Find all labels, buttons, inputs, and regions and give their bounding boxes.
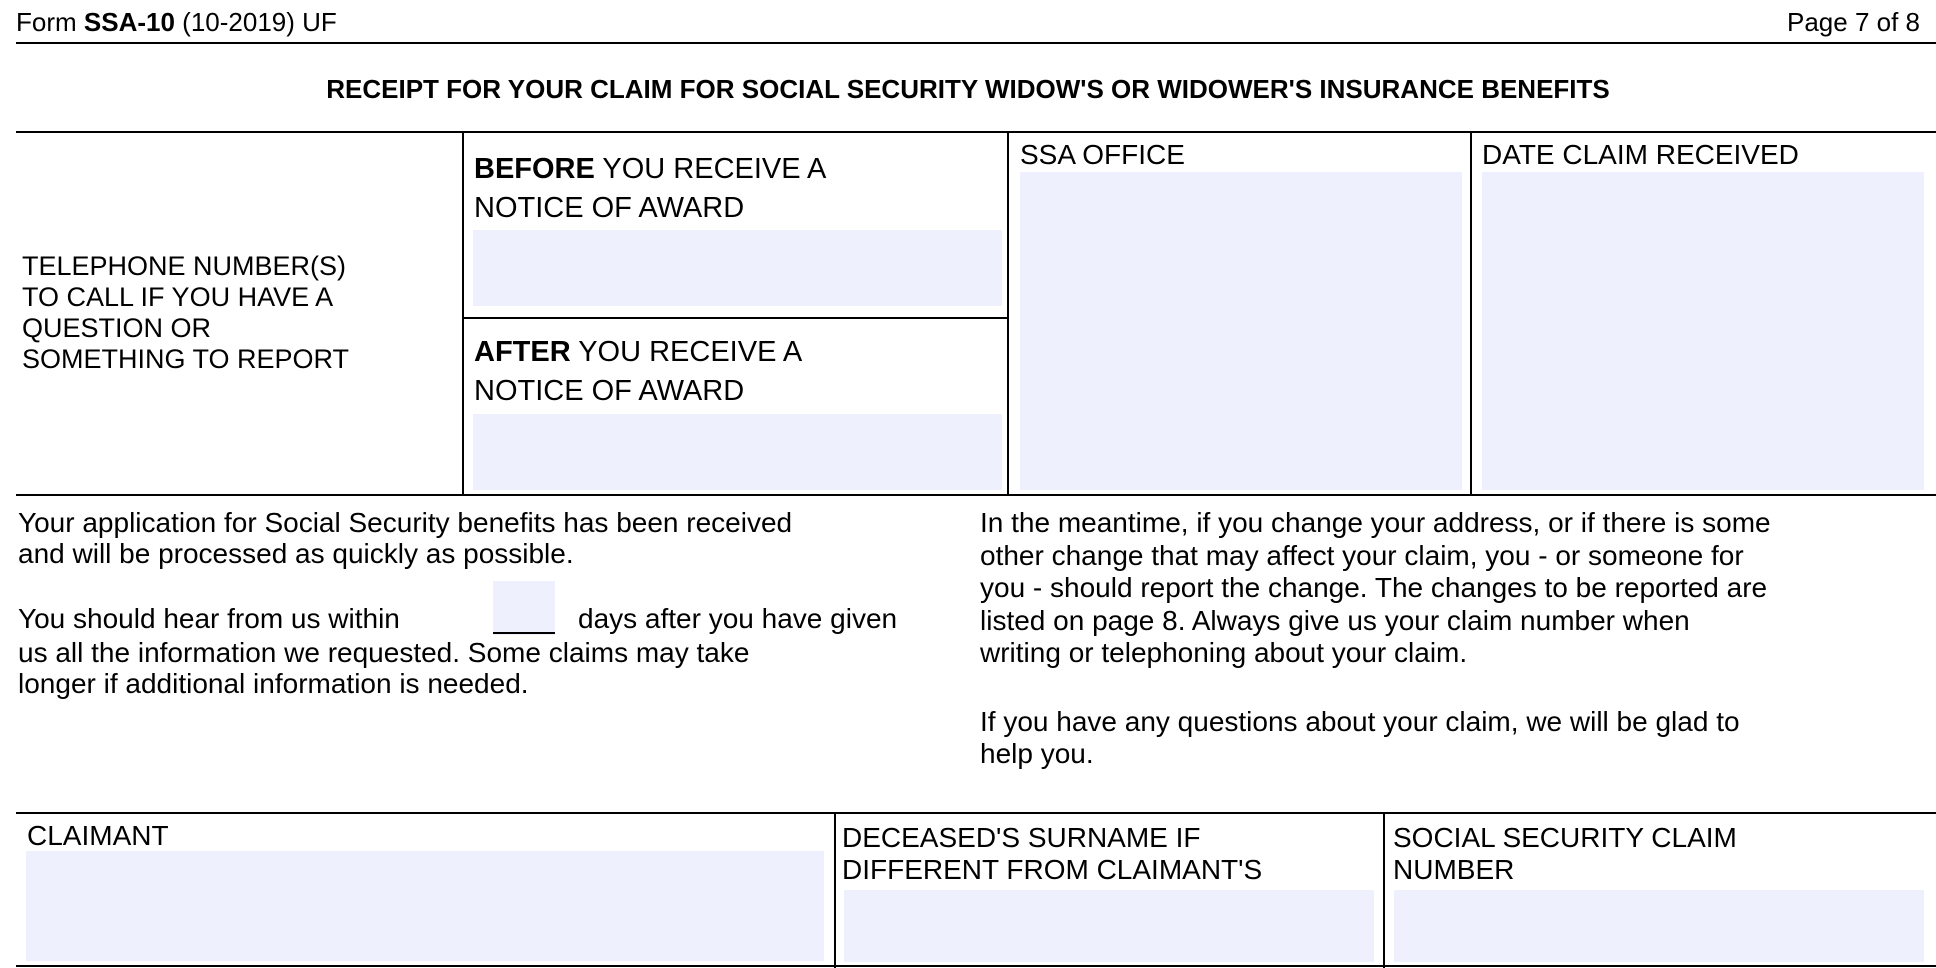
claimant-field[interactable] xyxy=(26,851,824,961)
table-bottom-rule xyxy=(16,494,1936,496)
before-notice-phone-field[interactable] xyxy=(473,230,1002,306)
form-prefix: Form xyxy=(16,7,84,37)
questions-paragraph: If you have any questions about your claim, we will be glad to help you. xyxy=(980,706,1740,769)
divider-phone xyxy=(462,131,464,494)
form-id: SSA-10 xyxy=(83,7,175,37)
page-bottom-rule xyxy=(16,965,1936,967)
bottom-table-top-rule xyxy=(16,812,1936,814)
ssn-claim-number-label: SOCIAL SECURITY CLAIM NUMBER xyxy=(1393,822,1737,885)
page-title: RECEIPT FOR YOUR CLAIM FOR SOCIAL SECURITY WIDOW'S OR WIDOWER'S INSURANCE BENEFITS xyxy=(326,74,1610,104)
divider-deceased xyxy=(1383,812,1385,968)
days-underline xyxy=(493,632,555,634)
date-claim-received-label: DATE CLAIM RECEIVED xyxy=(1482,139,1799,170)
notice-split-rule xyxy=(462,317,1009,319)
divider-claimant xyxy=(834,812,836,968)
deceased-surname-field[interactable] xyxy=(844,890,1374,962)
form-suffix: (10-2019) UF xyxy=(174,7,337,37)
header-rule xyxy=(16,42,1936,44)
divider-notice xyxy=(1007,131,1009,494)
after-notice-label: AFTER YOU RECEIVE A NOTICE OF AWARD xyxy=(474,336,803,407)
claimant-label: CLAIMANT xyxy=(27,820,169,851)
hear-from-us-suffix: days after you have given xyxy=(578,603,898,634)
hear-from-us-prefix: You should hear from us within xyxy=(18,603,400,634)
days-field[interactable] xyxy=(493,581,555,635)
divider-office xyxy=(1470,131,1472,494)
after-notice-phone-field[interactable] xyxy=(473,414,1002,490)
deceased-surname-label: DECEASED'S SURNAME IF DIFFERENT FROM CLAIMANT'S xyxy=(842,822,1263,885)
change-report-paragraph: In the meantime, if you change your address, or if there is some other change that may affect your claim, you - or someone for you - should report the change. The changes to be reported are listed on page 8. Always give us your claim number when writing or telephoning about your claim. xyxy=(980,507,1771,668)
table-top-rule xyxy=(16,131,1936,133)
ssa-office-field[interactable] xyxy=(1020,172,1462,490)
form-number xyxy=(16,9,337,35)
date-claim-received-field[interactable] xyxy=(1482,172,1924,490)
received-paragraph: Your application for Social Security benefits has been received and will be processed as quickly as possible. xyxy=(18,507,793,569)
phone-label: TELEPHONE NUMBER(S) TO CALL IF YOU HAVE A QUESTION OR SOMETHING TO REPORT xyxy=(22,251,350,374)
page-number: Page 7 of 8 xyxy=(1787,7,1920,37)
ssn-claim-number-field[interactable] xyxy=(1394,890,1924,962)
ssa-office-label: SSA OFFICE xyxy=(1020,139,1185,170)
before-notice-label: BEFORE YOU RECEIVE A NOTICE OF AWARD xyxy=(474,153,827,224)
hear-from-us-paragraph: us all the information we requested. Some claims may take longer if additional information is needed. xyxy=(18,637,750,699)
